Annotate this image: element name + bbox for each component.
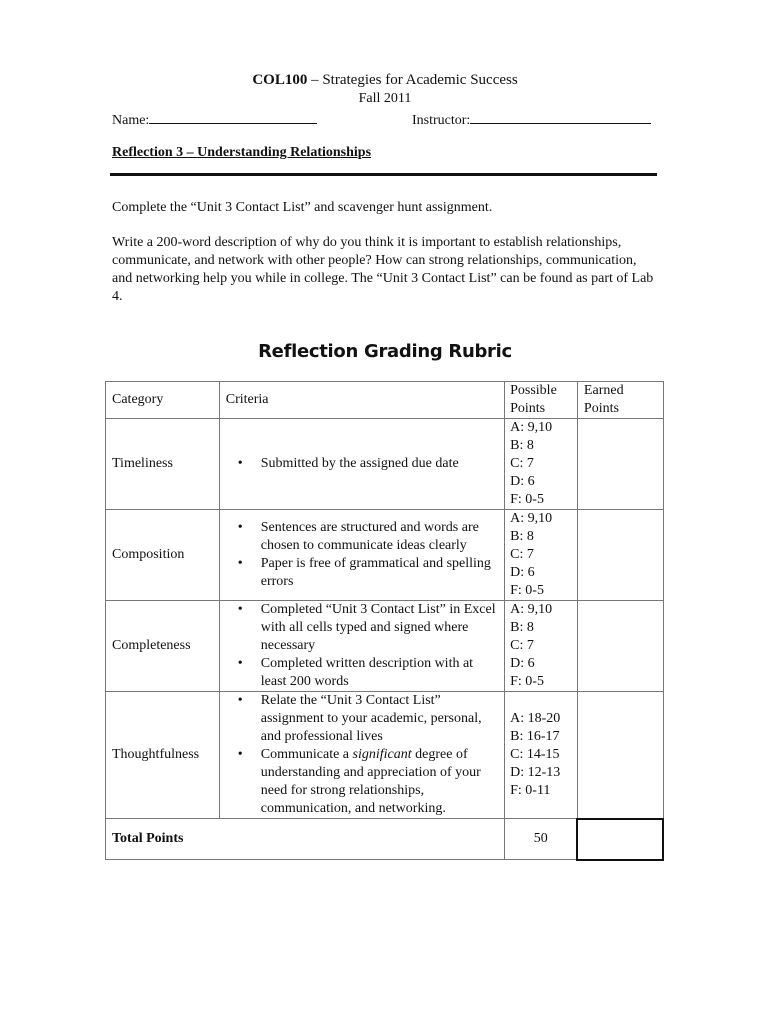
header-earned-points: Earned Points: [577, 382, 663, 419]
rubric-title: Reflection Grading Rubric: [258, 341, 512, 362]
header-criteria: Criteria: [219, 382, 504, 419]
criteria-item: • Communicate a significant degree of understanding and appreciation of your need for strong relationships, communication, and networking.: [226, 746, 498, 818]
term: Fall 2011: [358, 91, 412, 106]
course-code: COL100: [252, 72, 308, 88]
header-possible-points: Possible Points: [505, 382, 578, 419]
header-category: Category: [106, 382, 220, 419]
category-cell: Completeness: [106, 601, 220, 692]
instructor-label: Instructor:: [412, 113, 471, 128]
criteria-cell: [219, 601, 504, 692]
earned-points-cell[interactable]: [577, 419, 663, 510]
earned-points-cell[interactable]: [577, 601, 663, 692]
criteria-item: • Completed written description with at least 200 words: [226, 655, 498, 691]
category-cell: Composition: [106, 510, 220, 601]
criteria-cell: [219, 692, 504, 819]
course-name: – Strategies for Academic Success: [307, 72, 518, 88]
category-cell: Timeliness: [106, 419, 220, 510]
possible-points-cell: A: 9,10 B: 8 C: 7 D: 6 F: 0-5: [505, 601, 578, 692]
rubric-total-row: [106, 819, 664, 860]
criteria-cell: [219, 510, 504, 601]
total-label: Total Points: [106, 819, 505, 860]
rubric-row-completeness: [106, 601, 664, 692]
earned-points-cell[interactable]: [577, 510, 663, 601]
horizontal-rule: [110, 173, 657, 176]
section-title: Reflection 3 – Understanding Relationships: [112, 145, 372, 160]
possible-points-cell: A: 9,10 B: 8 C: 7 D: 6 F: 0-5: [505, 419, 578, 510]
total-earned-points-box[interactable]: [577, 819, 663, 860]
instruction-paragraph-2: Write a 200-word description of why do you think it is important to establish relationships, communicate, and network with other people? How can strong relationships, communication, and networking help you while in college. The “Unit 3 Contact List” can be found as part of Lab 4.: [112, 235, 654, 304]
criteria-item: • Sentences are structured and words are chosen to communicate ideas clearly: [226, 519, 498, 555]
criteria-item: • Submitted by the assigned due date: [226, 455, 498, 473]
earned-points-cell[interactable]: [577, 692, 663, 819]
possible-points-cell: A: 18-20 B: 16-17 C: 14-15 D: 12-13 F: 0-11: [505, 692, 578, 819]
instructor-blank-line: [470, 110, 651, 124]
rubric-row-thoughtfulness: [106, 692, 664, 819]
criteria-item: • Paper is free of grammatical and spelling errors: [226, 555, 498, 591]
name-label: Name:: [112, 113, 150, 128]
rubric-row-timeliness: [106, 419, 664, 510]
course-title: [0, 72, 770, 89]
category-cell: Thoughtfulness: [106, 692, 220, 819]
rubric-row-composition: [106, 510, 664, 601]
total-possible-points: 50: [505, 819, 578, 860]
criteria-cell: [219, 419, 504, 510]
criteria-item: • Completed “Unit 3 Contact List” in Excel with all cells typed and signed where necessary: [226, 601, 498, 655]
rubric-table: [105, 381, 664, 861]
criteria-item: • Relate the “Unit 3 Contact List” assignment to your academic, personal, and professional lives: [226, 692, 498, 746]
instructor-field: [412, 110, 651, 129]
possible-points-cell: A: 9,10 B: 8 C: 7 D: 6 F: 0-5: [505, 510, 578, 601]
name-field: [112, 110, 317, 129]
rubric-header-row: [106, 382, 664, 419]
instruction-paragraph-1: Complete the “Unit 3 Contact List” and scavenger hunt assignment.: [112, 200, 493, 215]
name-blank-line: [149, 110, 317, 124]
emphasis-text: significant: [352, 747, 412, 762]
